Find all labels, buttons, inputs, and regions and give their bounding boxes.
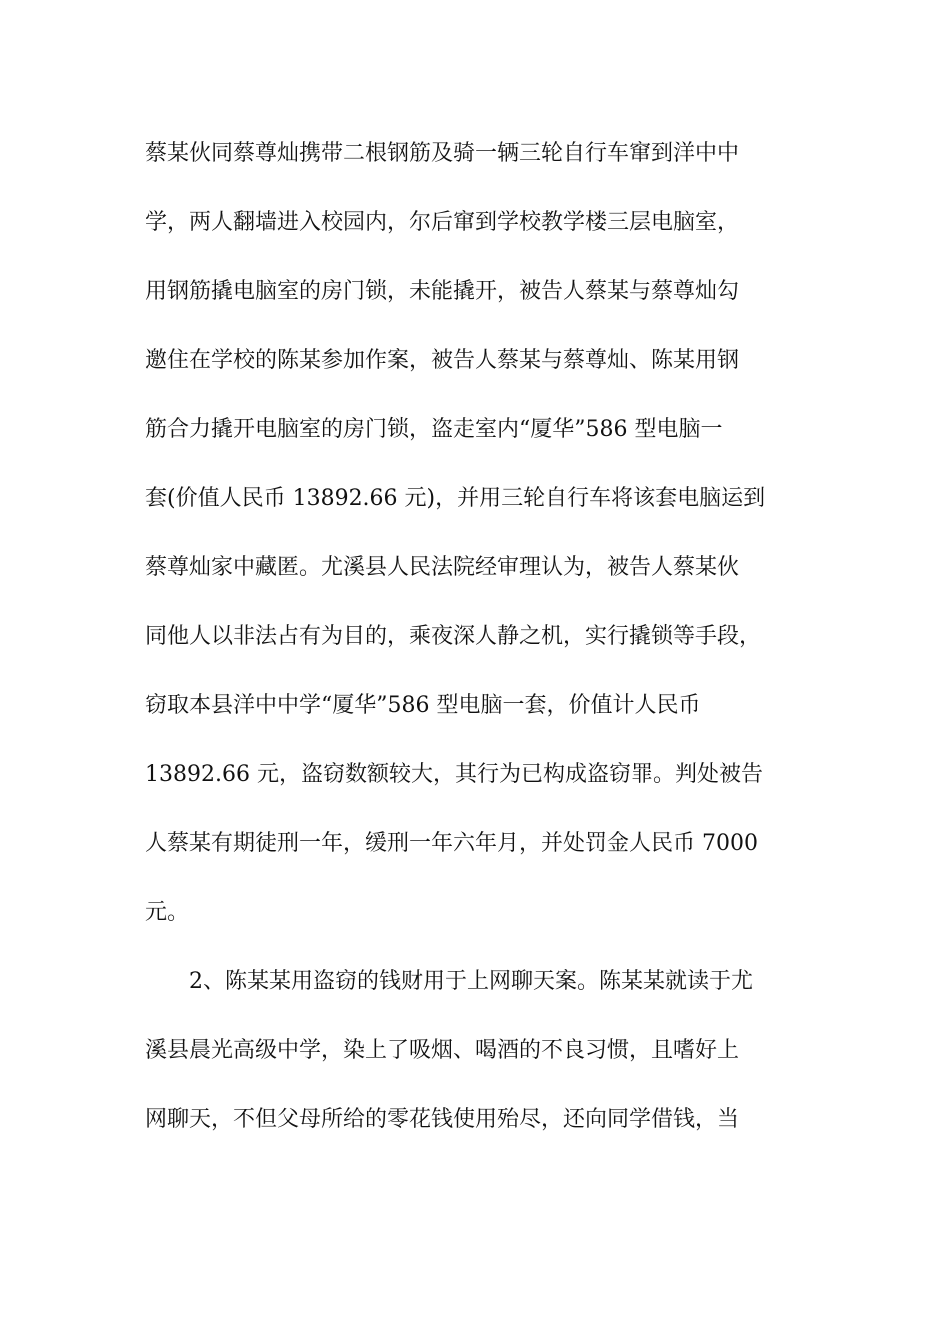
text-line: 筋合力撬开电脑室的房门锁，盗走室内“厦华”586 型电脑一: [145, 417, 723, 442]
text-line: 学，两人翻墙进入校园内，尔后窜到学校教学楼三层电脑室，: [145, 210, 740, 235]
text-line: 蔡尊灿家中藏匿。尤溪县人民法院经审理认为，被告人蔡某伙: [145, 555, 740, 580]
text-line: 窃取本县洋中中学“厦华”586 型电脑一套，价值计人民币: [145, 693, 701, 718]
text-line: 同他人以非法占有为目的，乘夜深人静之机，实行撬锁等手段，: [145, 624, 762, 649]
text-line: 蔡某伙同蔡尊灿携带二根钢筋及骑一辆三轮自行车窜到洋中中: [145, 141, 740, 166]
text-line: 13892.66 元，盗窃数额较大，其行为已构成盗窃罪。判处被告: [145, 762, 763, 787]
text-line: 用钢筋撬电脑室的房门锁，未能撬开，被告人蔡某与蔡尊灿勾: [145, 279, 740, 304]
paragraph-start-line: 2、陈某某用盗窃的钱财用于上网聊天案。陈某某就读于尤: [189, 969, 753, 994]
text-line: 人蔡某有期徒刑一年，缓刑一年六年月，并处罚金人民币 7000: [145, 831, 758, 856]
text-line: 溪县晨光高级中学，染上了吸烟、喝酒的不良习惯，且嗜好上: [145, 1038, 740, 1063]
text-line: 套(价值人民币 13892.66 元)，并用三轮自行车将该套电脑运到: [145, 486, 766, 511]
text-line: 邀住在学校的陈某参加作案，被告人蔡某与蔡尊灿、陈某用钢: [145, 348, 740, 373]
text-line: 网聊天，不但父母所给的零花钱使用殆尽，还向同学借钱，当: [145, 1107, 740, 1132]
text-line: 元。: [145, 900, 190, 925]
body-text: [145, 131, 815, 1166]
